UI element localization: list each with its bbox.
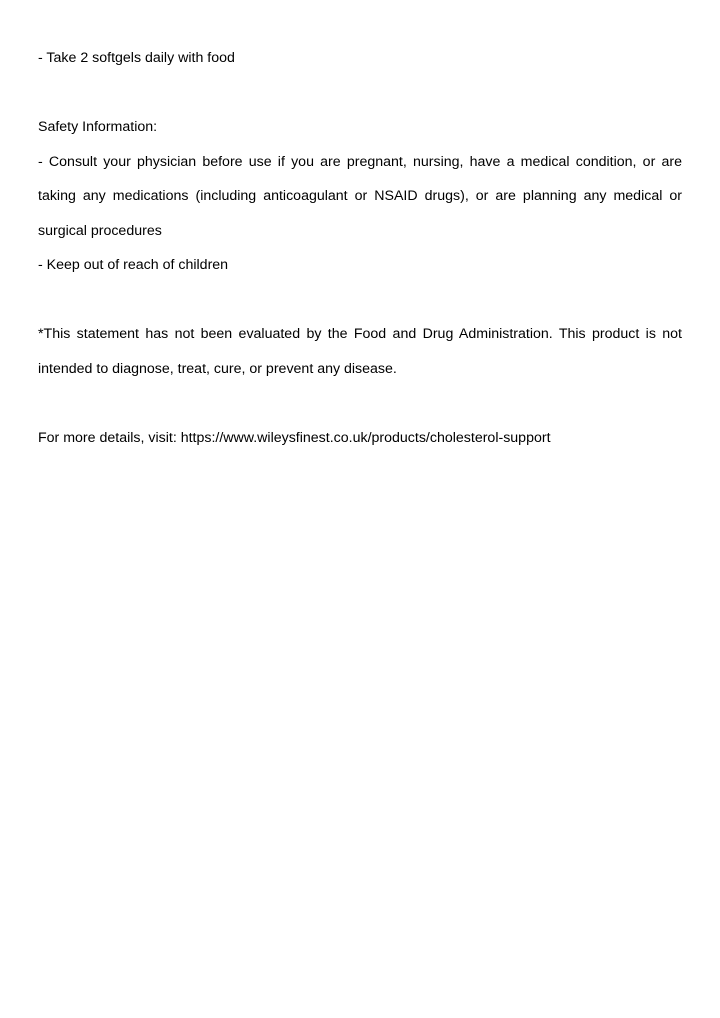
blank-line: [38, 386, 682, 421]
blank-line: [38, 76, 682, 111]
document-body: [38, 41, 682, 455]
safety-item-consult-physician: - Consult your physician before use if you are pregnant, nursing, have a medical condition, or are taking any medications (including anticoagulant or NSAID drugs), or are planning any medical or surgical procedures: [38, 153, 682, 239]
fda-disclaimer: *This statement has not been evaluated by the Food and Drug Administration. This product is not intended to diagnose, treat, cure, or prevent any disease.: [38, 326, 682, 377]
safety-heading: Safety Information:: [38, 119, 158, 135]
more-details-link-text: For more details, visit: https://www.wileysfinest.co.uk/products/cholesterol-support: [38, 429, 551, 446]
safety-item-keep-away-children: - Keep out of reach of children: [38, 257, 229, 273]
dosage-instruction: - Take 2 softgels daily with food: [38, 50, 235, 66]
blank-line: [38, 283, 682, 318]
